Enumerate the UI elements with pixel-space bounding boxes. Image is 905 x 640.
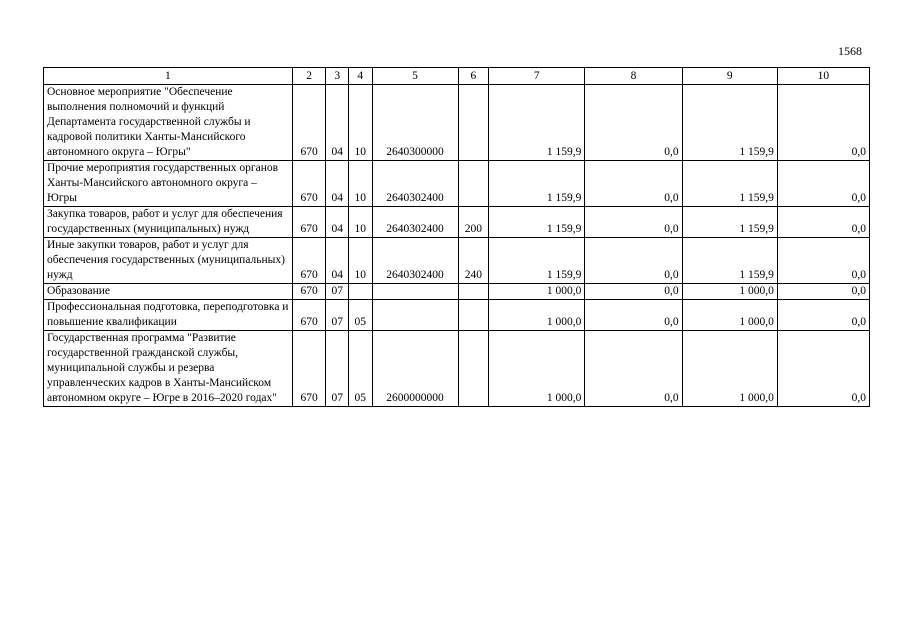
cell-value-10: 0,0: [777, 238, 869, 284]
header-cell: 5: [372, 68, 458, 85]
header-cell: 9: [682, 68, 777, 85]
cell-target-article: [372, 284, 458, 300]
cell-target-article: 2640302400: [372, 238, 458, 284]
cell-subsection: 05: [349, 300, 373, 331]
cell-value-10: 0,0: [777, 161, 869, 207]
cell-expense-type: [458, 284, 489, 300]
cell-value-8: 0,0: [585, 161, 682, 207]
header-cell: 1: [44, 68, 293, 85]
cell-value-8: 0,0: [585, 300, 682, 331]
cell-ministry: 670: [292, 85, 326, 161]
cell-target-article: [372, 300, 458, 331]
cell-value-9: 1 159,9: [682, 207, 777, 238]
cell-subsection: 10: [349, 238, 373, 284]
row-name: Профессиональная подготовка, переподготовка и повышение квалификации: [44, 300, 293, 331]
cell-value-8: 0,0: [585, 85, 682, 161]
cell-subsection: 10: [349, 207, 373, 238]
cell-expense-type: 200: [458, 207, 489, 238]
row-name: Основное мероприятие "Обеспечение выполнения полномочий и функций Департамента государственной службы и кадровой политики Ханты-Мансийского автономного округа – Югры": [44, 85, 293, 161]
cell-target-article: 2640302400: [372, 161, 458, 207]
cell-section: 04: [326, 238, 349, 284]
cell-value-9: 1 159,9: [682, 238, 777, 284]
budget-table: [43, 67, 870, 407]
table-row: [44, 331, 870, 407]
cell-ministry: 670: [292, 284, 326, 300]
row-name: Закупка товаров, работ и услуг для обеспечения государственных (муниципальных) нужд: [44, 207, 293, 238]
cell-expense-type: [458, 161, 489, 207]
cell-ministry: 670: [292, 331, 326, 407]
cell-section: 07: [326, 284, 349, 300]
cell-value-10: 0,0: [777, 331, 869, 407]
cell-value-8: 0,0: [585, 331, 682, 407]
cell-subsection: [349, 284, 373, 300]
table-row: [44, 284, 870, 300]
header-cell: 10: [777, 68, 869, 85]
cell-value-10: 0,0: [777, 207, 869, 238]
cell-value-10: 0,0: [777, 300, 869, 331]
table-row: [44, 207, 870, 238]
cell-value-9: 1 000,0: [682, 284, 777, 300]
cell-section: 04: [326, 161, 349, 207]
header-row: [44, 68, 870, 85]
cell-value-7: 1 159,9: [489, 207, 585, 238]
cell-value-7: 1 159,9: [489, 238, 585, 284]
cell-ministry: 670: [292, 207, 326, 238]
page-number: 1568: [838, 44, 862, 58]
cell-ministry: 670: [292, 238, 326, 284]
cell-value-9: 1 159,9: [682, 85, 777, 161]
row-name: Прочие мероприятия государственных органов Ханты-Мансийского автономного округа – Югры: [44, 161, 293, 207]
cell-value-9: 1 159,9: [682, 161, 777, 207]
cell-value-7: 1 159,9: [489, 161, 585, 207]
cell-target-article: 2600000000: [372, 331, 458, 407]
cell-section: 07: [326, 300, 349, 331]
row-name: Государственная программа "Развитие государственной гражданской службы, муниципальной службы и резерва управленческих кадров в Ханты-Мансийском автономном округе – Югре в 2016–2020 годах": [44, 331, 293, 407]
table-row: [44, 85, 870, 161]
cell-ministry: 670: [292, 300, 326, 331]
table-row: [44, 300, 870, 331]
cell-target-article: 2640302400: [372, 207, 458, 238]
cell-subsection: 05: [349, 331, 373, 407]
header-cell: 4: [349, 68, 373, 85]
cell-value-8: 0,0: [585, 238, 682, 284]
header-cell: 8: [585, 68, 682, 85]
cell-value-9: 1 000,0: [682, 331, 777, 407]
cell-value-10: 0,0: [777, 284, 869, 300]
cell-value-7: 1 000,0: [489, 284, 585, 300]
cell-value-9: 1 000,0: [682, 300, 777, 331]
cell-value-8: 0,0: [585, 207, 682, 238]
cell-subsection: 10: [349, 85, 373, 161]
cell-section: 04: [326, 207, 349, 238]
cell-value-7: 1 159,9: [489, 85, 585, 161]
cell-section: 07: [326, 331, 349, 407]
cell-value-10: 0,0: [777, 85, 869, 161]
table-row: [44, 238, 870, 284]
cell-expense-type: [458, 85, 489, 161]
cell-expense-type: [458, 300, 489, 331]
header-cell: 2: [292, 68, 326, 85]
row-name: Образование: [44, 284, 293, 300]
cell-ministry: 670: [292, 161, 326, 207]
header-cell: 3: [326, 68, 349, 85]
cell-target-article: 2640300000: [372, 85, 458, 161]
cell-value-8: 0,0: [585, 284, 682, 300]
cell-section: 04: [326, 85, 349, 161]
cell-subsection: 10: [349, 161, 373, 207]
header-cell: 6: [458, 68, 489, 85]
header-cell: 7: [489, 68, 585, 85]
cell-expense-type: 240: [458, 238, 489, 284]
table-row: [44, 161, 870, 207]
cell-value-7: 1 000,0: [489, 300, 585, 331]
row-name: Иные закупки товаров, работ и услуг для обеспечения государственных (муниципальных) нужд: [44, 238, 293, 284]
cell-expense-type: [458, 331, 489, 407]
cell-value-7: 1 000,0: [489, 331, 585, 407]
